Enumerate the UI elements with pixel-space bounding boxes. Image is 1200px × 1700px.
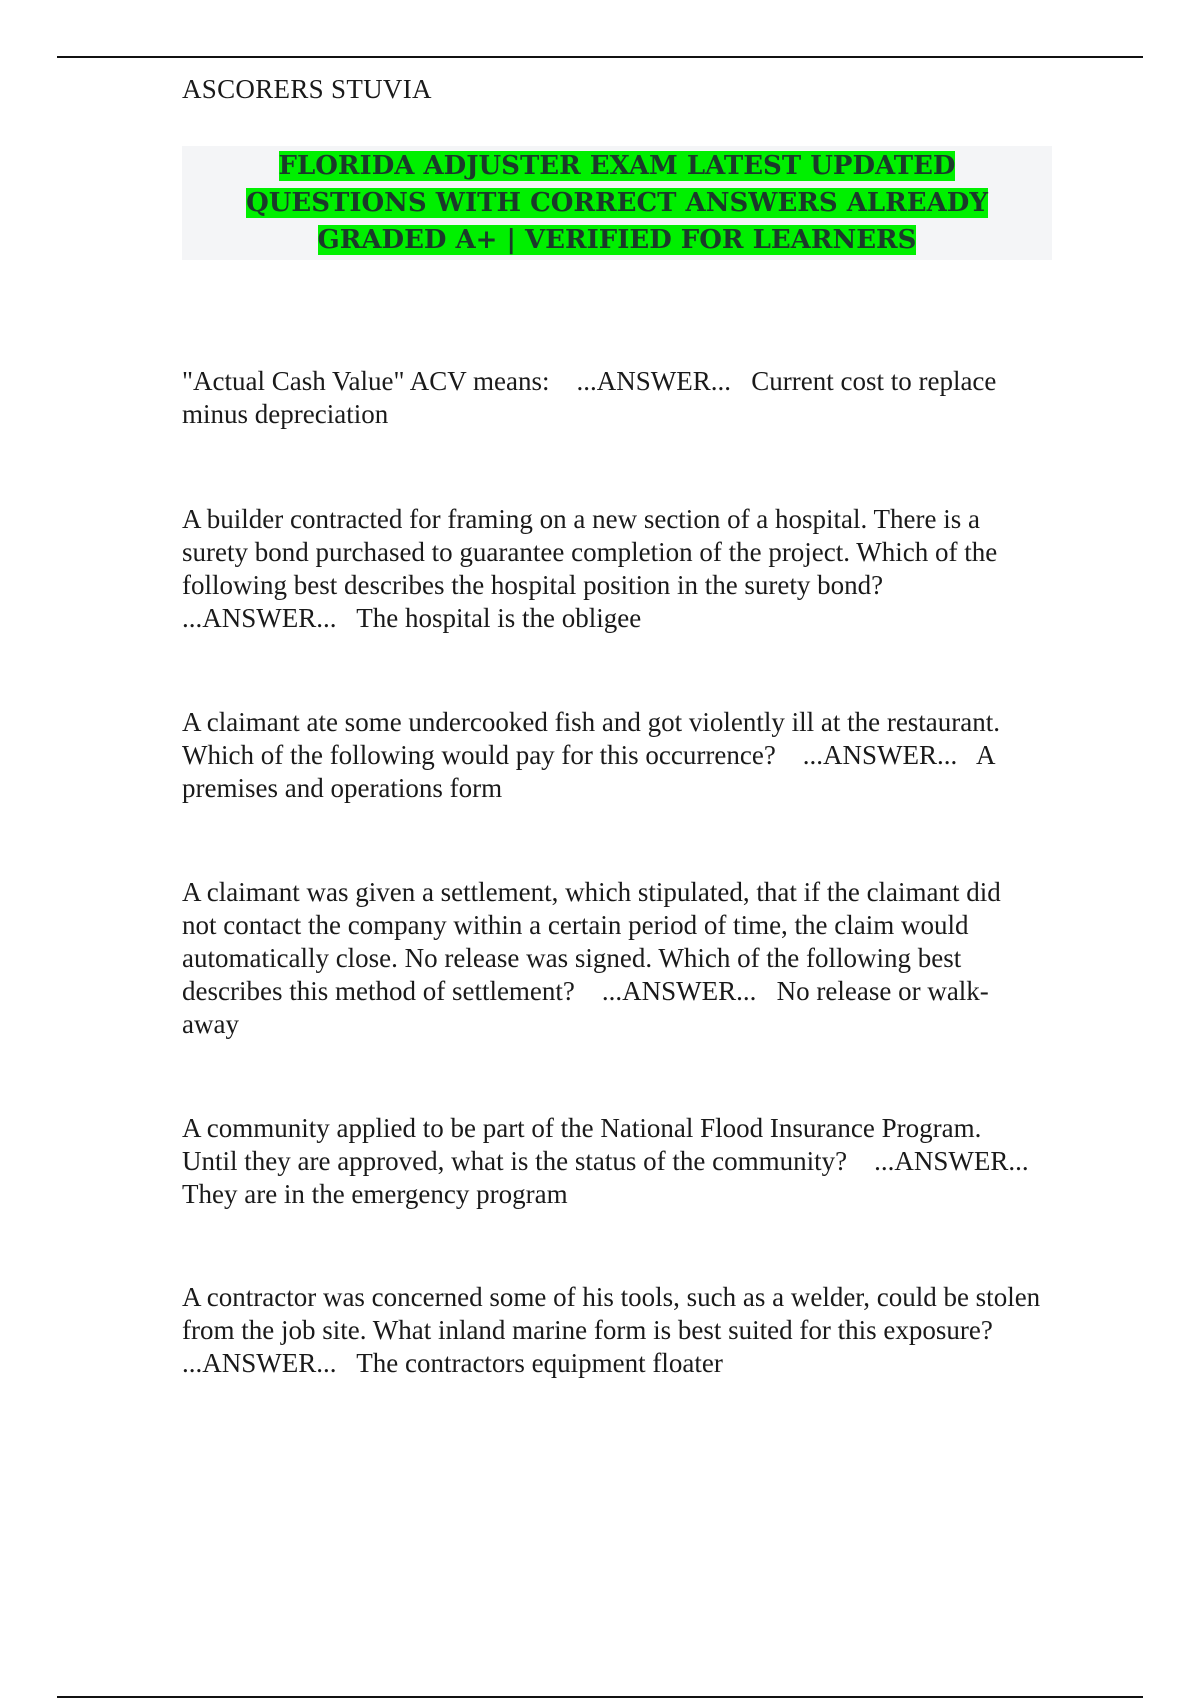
top-rule — [57, 56, 1143, 58]
qa-item-5: A community applied to be part of the National Flood Insurance Program. Until they are approved, what is the status of the community? ...ANSWER... They are in the emergency program — [182, 1113, 1049, 1209]
qa-item-2: A builder contracted for framing on a new section of a hospital. There is a surety bond purchased to guarantee completion of the project. Which of the following best describes the hospital position in the surety bond? ...ANSWER... The hospital is the obligee — [182, 504, 1004, 633]
page-header: ASCORERS STUVIA — [182, 74, 432, 104]
qa-item-1: "Actual Cash Value" ACV means: ...ANSWER... Current cost to replace minus depreciation — [182, 366, 1004, 429]
qa-item-4: A claimant was given a settlement, which stipulated, that if the claimant did not contact the company within a certain period of time, the claim would automatically close. No release was signed. Which of the following best describes this method of settlement? ...ANSWER... No release or walk-away — [182, 877, 1008, 1039]
document-title — [187, 148, 1047, 259]
qa-item-6: A contractor was concerned some of his tools, such as a welder, could be stolen from the job site. What inland marine form is best suited for this exposure? ...ANSWER... The contractors equipment floater — [182, 1282, 1047, 1378]
title-box — [182, 146, 1052, 260]
qa-item-3: A claimant ate some undercooked fish and got violently ill at the restaurant. Which of the following would pay for this occurrence? ...ANSWER... A premises and operations form — [182, 707, 1007, 803]
bottom-rule — [57, 1696, 1143, 1698]
document-title-text: FLORIDA ADJUSTER EXAM LATEST UPDATED QUESTIONS WITH CORRECT ANSWERS ALREADY GRADED A+ | VERIFIED FOR LEARNERS — [246, 150, 988, 255]
